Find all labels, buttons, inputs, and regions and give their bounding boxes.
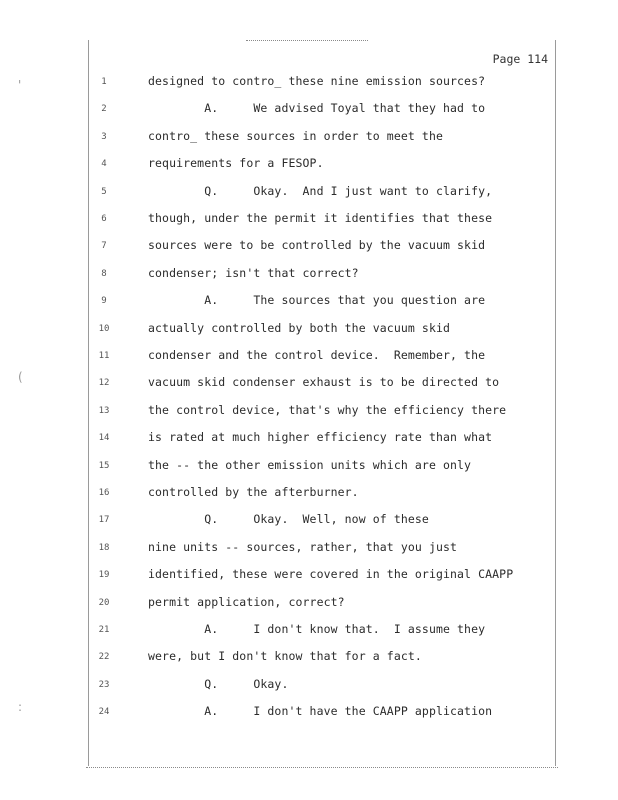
transcript-line bbox=[0, 74, 618, 94]
transcript-line bbox=[0, 649, 618, 669]
transcript-line bbox=[0, 184, 618, 204]
scan-margin-mark: ( bbox=[18, 370, 23, 384]
line-number: 22 bbox=[98, 652, 110, 663]
line-number: 24 bbox=[98, 707, 110, 718]
line-number: 17 bbox=[98, 515, 110, 526]
transcript-line bbox=[0, 238, 618, 258]
line-number: 12 bbox=[98, 378, 110, 389]
line-number: 3 bbox=[101, 131, 107, 142]
line-text: Q. Okay. bbox=[148, 676, 289, 691]
transcript-line bbox=[0, 622, 618, 642]
line-number: 18 bbox=[98, 542, 110, 553]
line-number: 15 bbox=[98, 460, 110, 471]
line-text: permit application, correct? bbox=[148, 594, 345, 609]
line-text: condenser; isn't that correct? bbox=[148, 265, 359, 280]
transcript-line bbox=[0, 512, 618, 532]
line-number: 11 bbox=[98, 351, 110, 361]
line-number: 14 bbox=[98, 433, 110, 444]
transcript-line bbox=[0, 293, 618, 313]
line-text: is rated at much higher efficiency rate than what bbox=[148, 430, 493, 445]
transcript-line bbox=[0, 704, 618, 724]
line-number: 19 bbox=[98, 570, 110, 581]
transcript-line bbox=[0, 677, 618, 697]
line-text: Q. Okay. And I just want to clarify, bbox=[148, 183, 493, 198]
transcript-line bbox=[0, 595, 618, 615]
line-text: actually controlled by both the vacuum skid bbox=[148, 320, 451, 335]
line-text: requirements for a FESOP. bbox=[148, 156, 324, 171]
line-number: 2 bbox=[101, 104, 107, 115]
transcript-line bbox=[0, 403, 618, 423]
transcript-line bbox=[0, 348, 618, 368]
transcript-line bbox=[0, 485, 618, 505]
line-number: 4 bbox=[101, 159, 107, 170]
line-text: controlled by the afterburner. bbox=[148, 485, 359, 499]
line-text: A. I don't know that. I assume they bbox=[148, 622, 486, 636]
line-text: designed to contro_ these nine emission sources? bbox=[148, 74, 486, 88]
transcript-line bbox=[0, 321, 618, 341]
line-number: 23 bbox=[98, 679, 110, 690]
line-text: the control device, that's why the efficiency there bbox=[148, 402, 507, 417]
transcript-line bbox=[0, 266, 618, 286]
line-number: 5 bbox=[101, 186, 107, 197]
bottom-rule bbox=[86, 767, 558, 768]
line-text: contro_ these sources in order to meet the bbox=[148, 128, 443, 143]
line-text: Q. Okay. Well, now of these bbox=[148, 512, 429, 527]
transcript-line bbox=[0, 211, 618, 231]
line-number: 8 bbox=[101, 268, 107, 279]
line-number: 6 bbox=[101, 214, 107, 224]
transcript-line bbox=[0, 101, 618, 121]
transcript-line bbox=[0, 567, 618, 587]
line-text: were, but I don't know that for a fact. bbox=[148, 649, 422, 664]
transcript-line bbox=[0, 430, 618, 450]
line-number: 13 bbox=[98, 405, 110, 416]
line-text: though, under the permit it identifies that these bbox=[148, 211, 493, 225]
line-text: A. The sources that you question are bbox=[148, 293, 486, 308]
line-number: 21 bbox=[98, 625, 110, 635]
line-number: 1 bbox=[101, 77, 107, 87]
scan-margin-mark: ' bbox=[18, 78, 22, 92]
line-number: 9 bbox=[101, 296, 107, 307]
scan-margin-mark: : bbox=[18, 700, 23, 714]
line-text: the -- the other emission units which are only bbox=[148, 457, 472, 472]
transcript-line bbox=[0, 156, 618, 176]
line-number: 7 bbox=[101, 241, 107, 252]
line-number: 16 bbox=[98, 488, 110, 498]
line-text: vacuum skid condenser exhaust is to be directed to bbox=[148, 375, 500, 390]
line-text: condenser and the control device. Remember, the bbox=[148, 348, 486, 362]
line-text: sources were to be controlled by the vacuum skid bbox=[148, 238, 486, 253]
page-number: Page 114 bbox=[492, 52, 548, 66]
line-text: A. We advised Toyal that they had to bbox=[148, 101, 486, 116]
line-number: 10 bbox=[98, 323, 110, 334]
transcript-line bbox=[0, 540, 618, 560]
line-text: A. I don't have the CAAPP application bbox=[148, 704, 493, 719]
line-text: nine units -- sources, rather, that you just bbox=[148, 539, 458, 554]
line-number: 20 bbox=[98, 597, 110, 608]
line-text: identified, these were covered in the original CAAPP bbox=[148, 567, 514, 582]
transcript-line bbox=[0, 129, 618, 149]
transcript-line bbox=[0, 458, 618, 478]
transcript-line bbox=[0, 375, 618, 395]
top-rule bbox=[246, 40, 368, 41]
